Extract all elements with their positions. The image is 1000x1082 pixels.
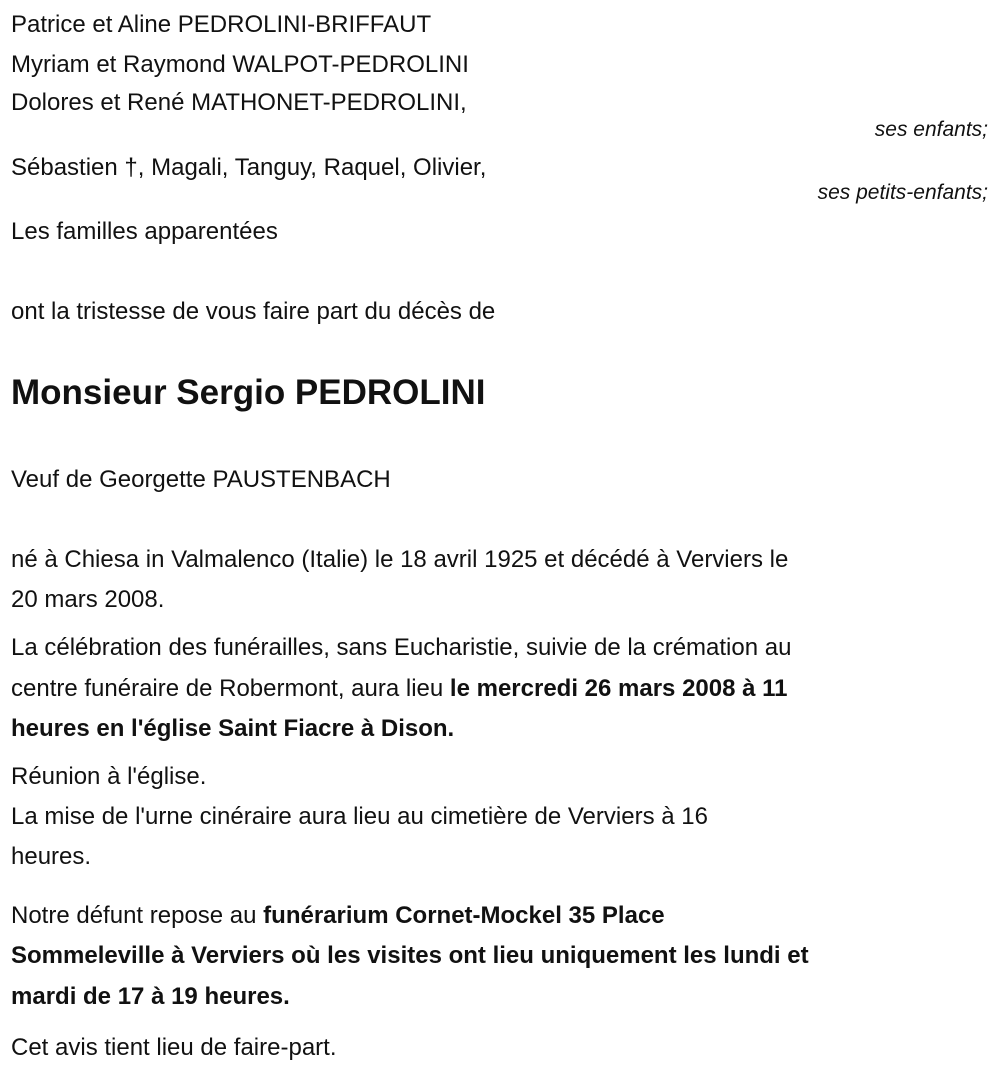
- ceremony-line-3: heures en l'église Saint Fiacre à Dison.: [11, 715, 455, 742]
- ceremony-line-2: [11, 669, 788, 709]
- closing: Cet avis tient lieu de faire-part.: [11, 1034, 337, 1061]
- repose-place: funérarium Cornet-Mockel 35 Place: [263, 902, 665, 929]
- repose-text: Notre défunt repose au: [11, 902, 264, 929]
- child-line-2: Myriam et Raymond WALPOT-PEDROLINI: [11, 51, 469, 78]
- repose-line-2: Sommeleville à Verviers où les visites ont lieu uniquement les lundi et: [11, 942, 809, 969]
- grandchildren-label: ses petits-enfants;: [817, 181, 988, 204]
- grandchildren: Sébastien †, Magali, Tanguy, Raquel, Olivier,: [11, 154, 487, 181]
- child-line-3: Dolores et René MATHONET-PEDROLINI,: [11, 89, 467, 116]
- meeting: Réunion à l'église.: [11, 763, 207, 790]
- repose-line-1: [11, 896, 665, 936]
- repose-line-3: mardi de 17 à 19 heures.: [11, 983, 290, 1010]
- families: Les familles apparentées: [11, 218, 278, 245]
- ceremony-date: le mercredi 26 mars 2008 à 11: [449, 675, 788, 702]
- announcement: ont la tristesse de vous faire part du décès de: [11, 298, 496, 325]
- ceremony-text: centre funéraire de Robermont, aura lieu: [11, 675, 450, 702]
- deceased-name: Monsieur Sergio PEDROLINI: [11, 373, 486, 412]
- urn-line-2: heures.: [11, 843, 92, 870]
- urn-line-1: La mise de l'urne cinéraire aura lieu au cimetière de Verviers à 16: [11, 803, 708, 830]
- widower-of: Veuf de Georgette PAUSTENBACH: [11, 466, 391, 493]
- birth-death-line-2: 20 mars 2008.: [11, 586, 165, 613]
- child-line-1: Patrice et Aline PEDROLINI-BRIFFAUT: [11, 11, 432, 38]
- ceremony-line-1: La célébration des funérailles, sans Eucharistie, suivie de la crémation au: [11, 634, 792, 661]
- birth-death-line-1: né à Chiesa in Valmalenco (Italie) le 18 avril 1925 et décédé à Verviers le: [11, 546, 789, 573]
- children-label: ses enfants;: [874, 118, 988, 141]
